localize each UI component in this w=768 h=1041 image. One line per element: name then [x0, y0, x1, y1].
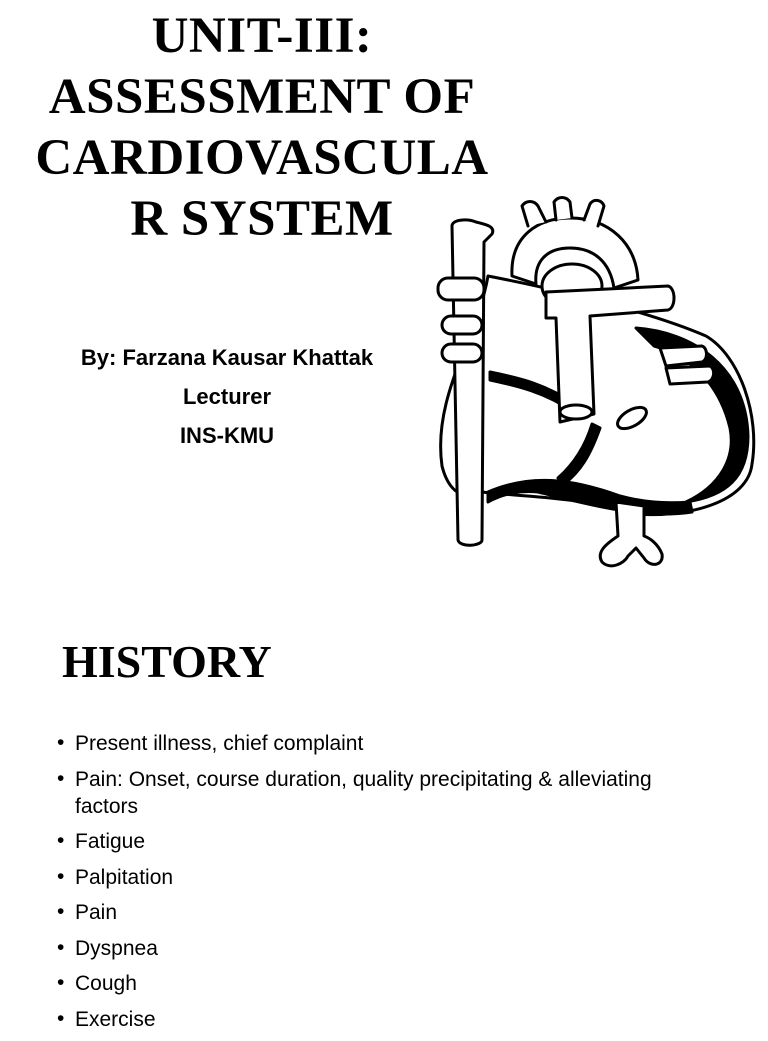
- list-item: • Present illness, chief complaint: [57, 730, 697, 757]
- pulmonary-vein-shape: [666, 366, 714, 384]
- history-slide: [0, 590, 768, 1031]
- section-heading: HISTORY: [62, 636, 272, 687]
- title-line: UNIT-III:: [151, 8, 373, 64]
- list-item: • Dyspnea: [57, 935, 697, 962]
- list-item: • Exercise: [57, 1006, 697, 1033]
- author-byline: By: Farzana Kausar Khattak: [80, 345, 374, 370]
- pulmonary-vein-shape: [442, 344, 482, 362]
- title-line: R SYSTEM: [130, 191, 394, 247]
- heart-diagram-icon: [430, 196, 760, 576]
- list-item: • Cough: [57, 970, 697, 997]
- pulmonary-vein-shape: [660, 346, 707, 366]
- list-item: • Fatigue: [57, 828, 697, 855]
- vessel-branch-shape: [522, 202, 546, 227]
- pulmonary-vein-shape: [442, 316, 482, 334]
- list-item: • Palpitation: [57, 864, 697, 891]
- author-role: Lecturer: [182, 384, 272, 409]
- title-line: ASSESSMENT OF: [48, 69, 476, 125]
- history-bullet-list: [57, 730, 697, 1041]
- valve-shape: [560, 405, 592, 419]
- vessel-branch-shape: [554, 198, 572, 221]
- list-item: • Pain: [57, 899, 697, 926]
- title-line: CARDIOVASCULA: [35, 130, 489, 186]
- author-block: [54, 338, 400, 455]
- author-institution: INS-KMU: [179, 423, 275, 448]
- list-item: • Pain: Onset, course duration, quality precipitating & alleviating factors: [57, 766, 697, 820]
- pulmonary-vein-shape: [438, 278, 484, 300]
